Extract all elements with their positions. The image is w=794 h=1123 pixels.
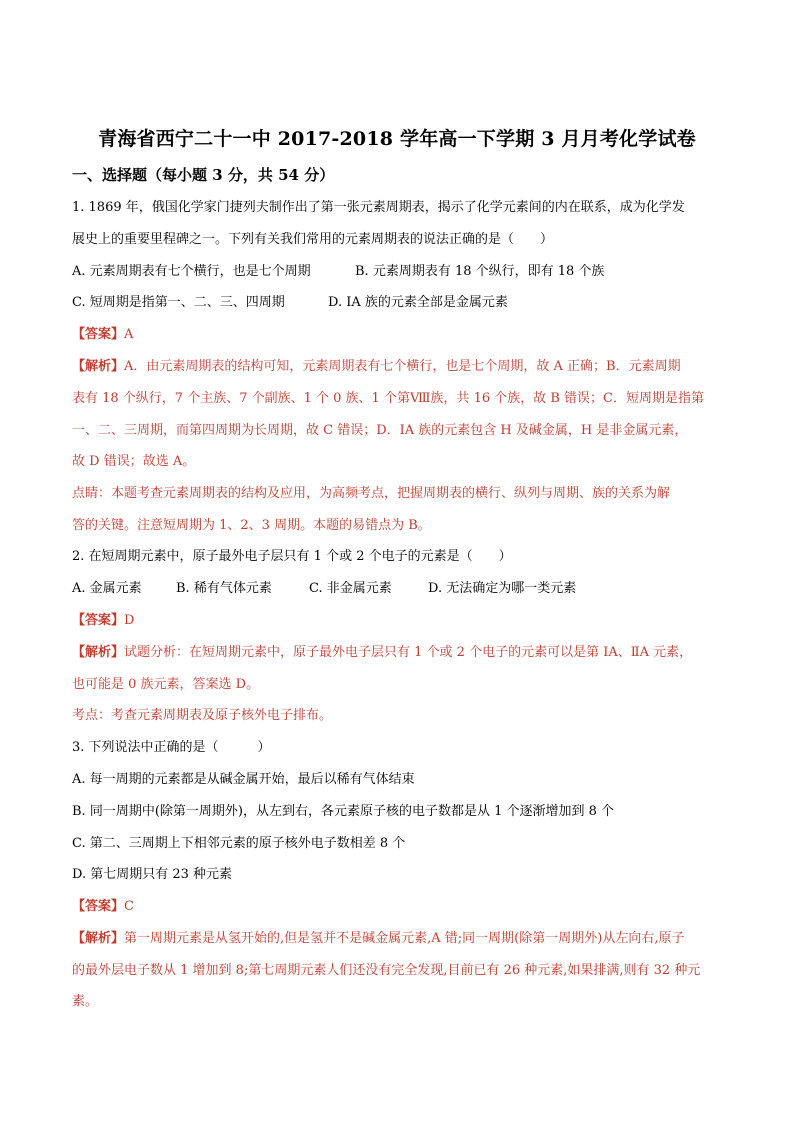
- q2-options-row: [72, 579, 576, 599]
- q3-stem: 3. 下列说法中正确的是（ ）: [72, 740, 271, 755]
- q1-options-row-2: [72, 293, 508, 313]
- q3-explain-line-3: 素。: [72, 994, 99, 1009]
- section-heading: 一、选择题（每小题 3 分，共 54 分）: [72, 166, 335, 184]
- q3-option-d: D. 第七周期只有 23 种元素: [72, 867, 233, 882]
- explain-label: 【解析】: [72, 931, 125, 946]
- q2-explain-line-2: 也可能是 0 族元素，答案选 D。: [72, 677, 260, 692]
- q1-option-b: B. 元素周期表有 18 个纵行，即有 18 个族: [355, 264, 605, 279]
- q2-option-a: A. 金属元素: [72, 581, 142, 596]
- page-title: 青海省西宁二十一中 2017-2018 学年高一下学期 3 月月考化学试卷: [98, 128, 696, 150]
- q1-stem-line-1: 1. 1869 年，俄国化学家门捷列夫制作出了第一张元素周期表，揭示了化学元素间的内在联系，成为化学发: [72, 200, 685, 215]
- explain-text: A．由元素周期表的结构可知，元素周期表有七个横行，也是七个周期，故 A 正确；B．元素周期: [124, 359, 681, 374]
- q2-answer: [72, 611, 134, 631]
- q3-answer: [72, 897, 134, 917]
- q1-explain-line-4: 故 D 错误；故选 A。: [72, 454, 196, 469]
- answer-value: A: [124, 327, 134, 342]
- answer-label: 【答案】: [72, 899, 125, 914]
- q1-explain-line-3: 一、二、三周期，而第四周期为长周期，故 C 错误；D．ⅠA 族的元素包含 H 及碱金属，H 是非金属元素，: [72, 423, 688, 438]
- q1-answer: [72, 325, 133, 345]
- q2-explain-line-1: [72, 643, 692, 663]
- answer-value: D: [124, 613, 135, 628]
- q2-stem: 2. 在短周期元素中，原子最外电子层只有 1 个或 2 个电子的元素是（ ）: [72, 549, 512, 564]
- q1-option-d: D. ⅠA 族的元素全部是金属元素: [328, 295, 508, 310]
- answer-value: C: [124, 899, 134, 914]
- explain-label: 【解析】: [72, 645, 125, 660]
- explain-text: 第一周期元素是从氢开始的,但是氢并不是碱金属元素,A 错;同一周期(除第一周期外)从左向右,原子: [124, 931, 685, 946]
- answer-label: 【答案】: [72, 613, 125, 628]
- q2-option-d: D. 无法确定为哪一类元素: [428, 581, 577, 596]
- q1-point-line-1: 点睛：本题考查元素周期表的结构及应用，为高频考点，把握周期表的横行、纵列与周期、族的关系为解: [72, 486, 671, 501]
- q1-stem-line-2: 展史上的重要里程碑之一。下列有关我们常用的元素周期表的说法正确的是（ ）: [72, 232, 554, 247]
- q1-explain-line-1: [72, 357, 681, 377]
- q1-option-c: C. 短周期是指第一、二、三、四周期: [72, 295, 285, 310]
- q3-explain-line-1: [72, 929, 684, 949]
- q1-option-a: A. 元素周期表有七个横行，也是七个周期: [72, 264, 311, 279]
- q1-point-line-2: 答的关键。注意短周期为 1、2、3 周期。本题的易错点为 B。: [72, 518, 431, 533]
- q1-options-row-1: [72, 262, 604, 282]
- q2-option-b: B. 稀有气体元素: [176, 581, 272, 596]
- q3-option-a: A. 每一周期的元素都是从碱金属开始，最后以稀有气体结束: [72, 772, 415, 787]
- q2-point: 考点：考查元素周期表及原子核外电子排布。: [72, 708, 333, 723]
- q1-explain-line-2: 表有 18 个纵行，7 个主族、7 个副族、1 个 0 族、1 个第Ⅷ族，共 16 个族，故 B 错误；C．短周期是指第: [72, 391, 705, 406]
- answer-label: 【答案】: [72, 327, 125, 342]
- q3-option-b: B. 同一周期中(除第一周期外)，从左到右，各元素原子核的电子数都是从 1 个逐渐增加到 8 个: [72, 804, 615, 819]
- q2-option-c: C. 非金属元素: [309, 581, 392, 596]
- explain-label: 【解析】: [72, 359, 125, 374]
- explain-text: 试题分析：在短周期元素中，原子最外电子层只有 1 个或 2 个电子的元素可以是第 IA、ⅡA 元素，: [124, 645, 693, 660]
- q3-option-c: C. 第二、三周期上下相邻元素的原子核外电子数相差 8 个: [72, 836, 406, 851]
- q3-explain-line-2: 的最外层电子数从 1 增加到 8;第七周期元素人们还没有完全发现,目前已有 26 种元素,如果排满,则有 32 种元: [72, 963, 701, 978]
